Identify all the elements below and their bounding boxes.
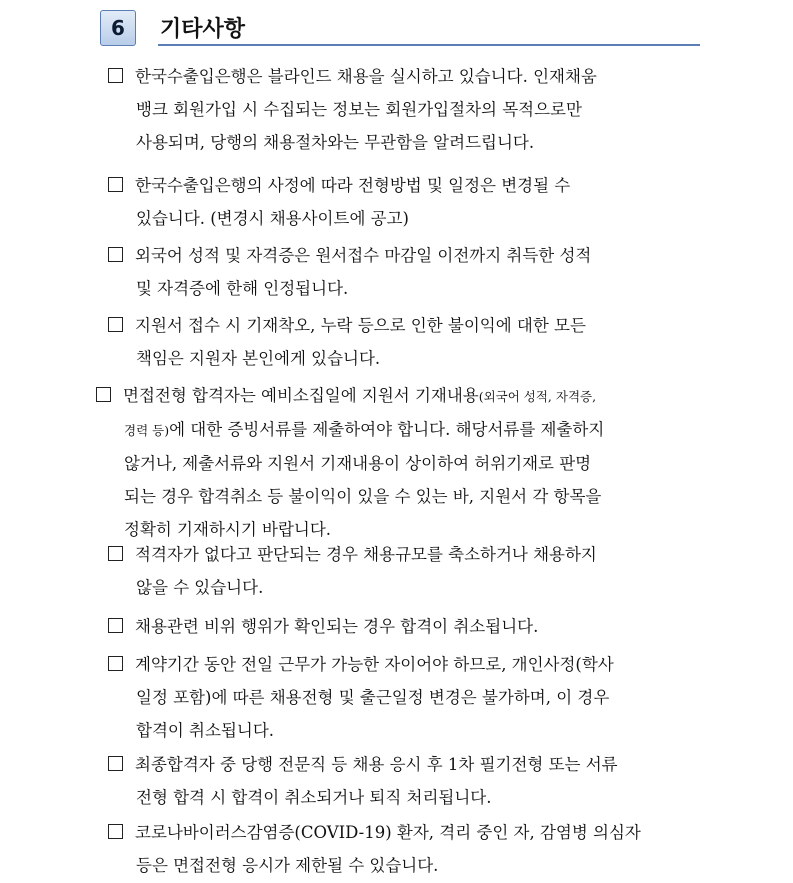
- list-item: [108, 610, 538, 643]
- item-line: 최종합격자 중 당행 전문직 등 채용 응시 후 1차 필기전형 또는 서류: [135, 755, 618, 774]
- section-number-badge: 6: [100, 10, 136, 46]
- checkbox-bullet-icon: [108, 317, 123, 332]
- item-line: 한국수출입은행의 사정에 따라 전형방법 및 일정은 변경될 수: [135, 176, 571, 195]
- item-line: 책임은 지원자 본인에게 있습니다.: [136, 349, 381, 368]
- item-line: 한국수출입은행은 블라인드 채용을 실시하고 있습니다. 인재채움: [135, 67, 597, 86]
- checkbox-bullet-icon: [108, 756, 123, 771]
- item-line: 등은 면접전형 응시가 제한될 수 있습니다.: [136, 856, 439, 875]
- item-line: 않을 수 있습니다.: [136, 578, 264, 597]
- item-line: 적격자가 없다고 판단되는 경우 채용규모를 축소하거나 채용하지: [135, 545, 597, 564]
- checkbox-bullet-icon: [108, 247, 123, 262]
- item-line: 뱅크 회원가입 시 수집되는 정보는 회원가입절차의 목적으로만: [136, 100, 582, 119]
- item-line: 면접전형 합격자는 예비소집일에 지원서 기재내용: [123, 386, 479, 405]
- item-line: 지원서 접수 시 기재착오, 누락 등으로 인한 불이익에 대한 모든: [135, 316, 586, 335]
- item-line: 사용되며, 당행의 채용절차와는 무관함을 알려드립니다.: [136, 133, 535, 152]
- list-item: [108, 816, 641, 882]
- checkbox-bullet-icon: [108, 177, 123, 192]
- section-title: 기타사항: [160, 17, 246, 42]
- checkbox-bullet-icon: [108, 656, 123, 671]
- item-line: 전형 합격 시 합격이 취소되거나 퇴직 처리됩니다.: [136, 788, 492, 807]
- item-line: 정확히 기재하시기 바랍니다.: [124, 520, 332, 539]
- checkbox-bullet-icon: [108, 546, 123, 561]
- list-item: [108, 748, 618, 814]
- item-line-note: (외국어 성적, 자격증,: [478, 389, 597, 404]
- item-line-note: 경력 등): [124, 423, 170, 438]
- item-line: 일정 포함)에 따른 채용전형 및 출근일정 변경은 불가하며, 이 경우: [136, 688, 610, 707]
- section-title-underline: [158, 44, 700, 46]
- item-line: 코로나바이러스감염증(COVID-19) 환자, 격리 중인 자, 감염병 의심자: [135, 823, 641, 842]
- checkbox-bullet-icon: [108, 618, 123, 633]
- item-line: 합격이 취소됩니다.: [136, 721, 275, 740]
- list-item: [108, 60, 597, 159]
- item-line: 않거나, 제출서류와 지원서 기재내용이 상이하여 허위기재로 판명: [124, 454, 592, 473]
- item-line: 되는 경우 합격취소 등 불이익이 있을 수 있는 바, 지원서 각 항목을: [124, 487, 602, 506]
- list-item: [108, 239, 591, 305]
- list-item: [108, 648, 614, 747]
- section-header: [100, 10, 700, 46]
- checkbox-bullet-icon: [108, 824, 123, 839]
- item-line: 계약기간 동안 전일 근무가 가능한 자이어야 하므로, 개인사정(학사: [135, 655, 614, 674]
- list-item: [108, 309, 586, 375]
- item-line: 외국어 성적 및 자격증은 원서접수 마감일 이전까지 취득한 성적: [135, 246, 592, 265]
- checkbox-bullet-icon: [108, 68, 123, 83]
- item-line: 채용관련 비위 행위가 확인되는 경우 합격이 취소됩니다.: [135, 617, 539, 636]
- item-line: 및 자격증에 한해 인정됩니다.: [136, 279, 349, 298]
- item-line: 에 대한 증빙서류를 제출하여야 합니다. 해당서류를 제출하지: [169, 420, 605, 439]
- list-item: [96, 379, 604, 546]
- list-item: [108, 538, 597, 604]
- checkbox-bullet-icon: [96, 387, 111, 402]
- item-line: 있습니다. (변경시 채용사이트에 공고): [136, 209, 409, 228]
- list-item: [108, 169, 570, 235]
